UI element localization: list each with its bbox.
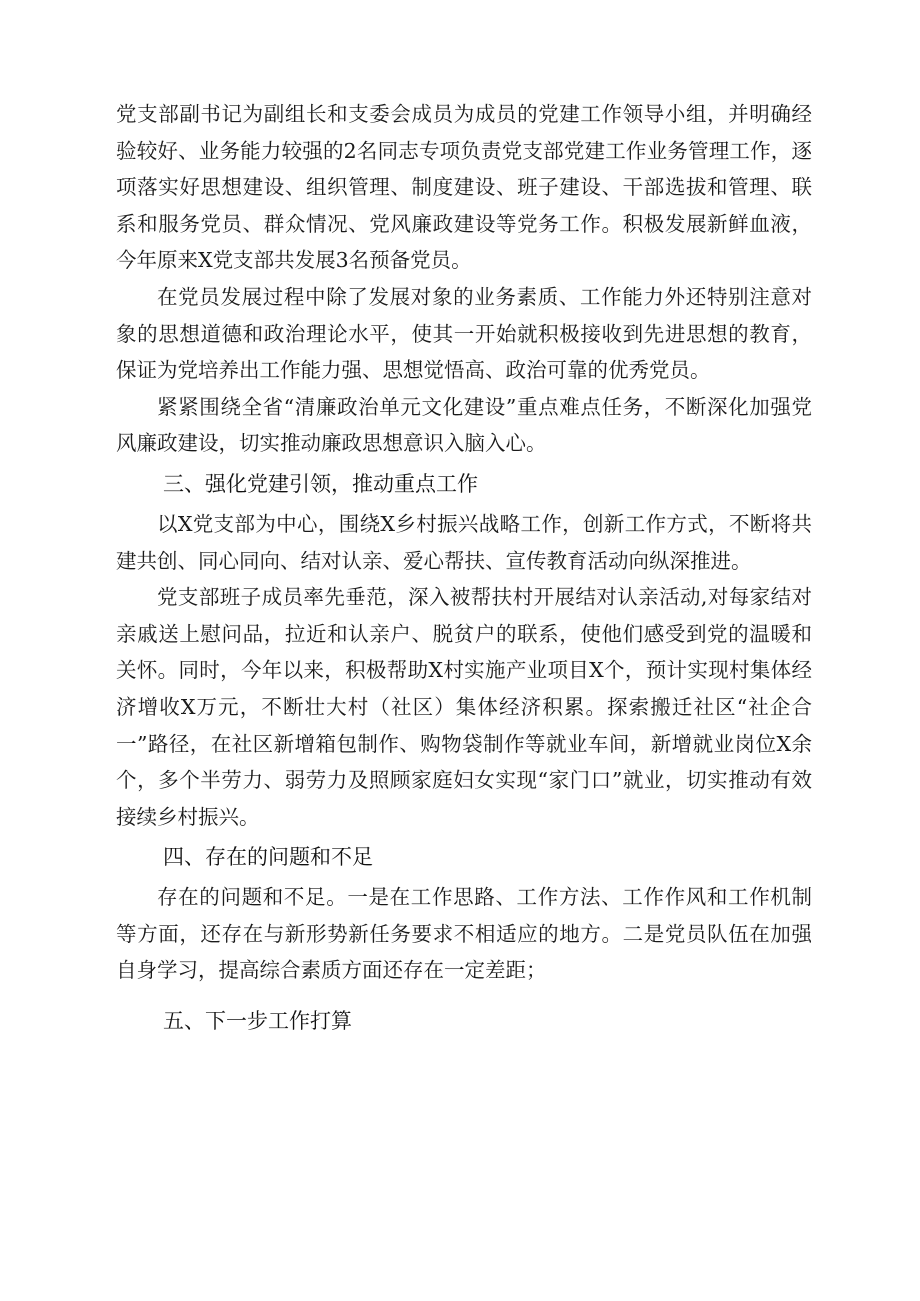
body-paragraph-3: 紧紧围绕全省“清廉政治单元文化建设”重点难点任务，不断深化加强党风廉政建设，切实推动廉政思想意识入脑入心。 bbox=[116, 394, 812, 456]
section-heading-5: 五、下一步工作打算 bbox=[163, 1009, 352, 1034]
body-paragraph-1: 党支部副书记为副组长和支委会成员为成员的党建工作领导小组，并明确经验较好、业务能力较强的2名同志专项负责党支部党建工作业务管理工作，逐项落实好思想建设、组织管理、制度建设、班子建设、干部选拔和管理、联系和服务党员、群众情况、党风廉政建设等党务工作。积极发展新鲜血液，今年原来X党支部共发展3名预备党员。 bbox=[116, 102, 812, 273]
section-heading-4: 四、存在的问题和不足 bbox=[163, 845, 373, 870]
body-paragraph-5: 党支部班子成员率先垂范，深入被帮扶村开展结对认亲活动,对每家结对亲戚送上慰问品，拉近和认亲户、脱贫户的联系，使他们感受到党的温暖和关怀。同时，今年以来，积极帮助X村实施产业项目X个，预计实现村集体经济增收X万元，不断壮大村（社区）集体经济积累。探索搬迁社区“社企合一”路径，在社区新增箱包制作、购物袋制作等就业车间，新增就业岗位X余个，多个半劳力、弱劳力及照顾家庭妇女实现“家门口”就业，切实推动有效接续乡村振兴。 bbox=[116, 585, 812, 829]
body-paragraph-6: 存在的问题和不足。一是在工作思路、工作方法、工作作风和工作机制等方面，还存在与新形势新任务要求不相适应的地方。二是党员队伍在加强自身学习，提高综合素质方面还存在一定差距； bbox=[116, 885, 812, 983]
body-paragraph-2: 在党员发展过程中除了发展对象的业务素质、工作能力外还特别注意对象的思想道德和政治理论水平，使其一开始就积极接收到先进思想的教育，保证为党培养出工作能力强、思想觉悟高、政治可靠的优秀党员。 bbox=[116, 284, 812, 383]
section-heading-3: 三、强化党建引领，推动重点工作 bbox=[163, 471, 478, 496]
body-paragraph-4: 以X党支部为中心，围绕X乡村振兴战略工作，创新工作方式，不断将共建共创、同心同向、结对认亲、爱心帮扶、宣传教育活动向纵深推进。 bbox=[116, 511, 812, 573]
